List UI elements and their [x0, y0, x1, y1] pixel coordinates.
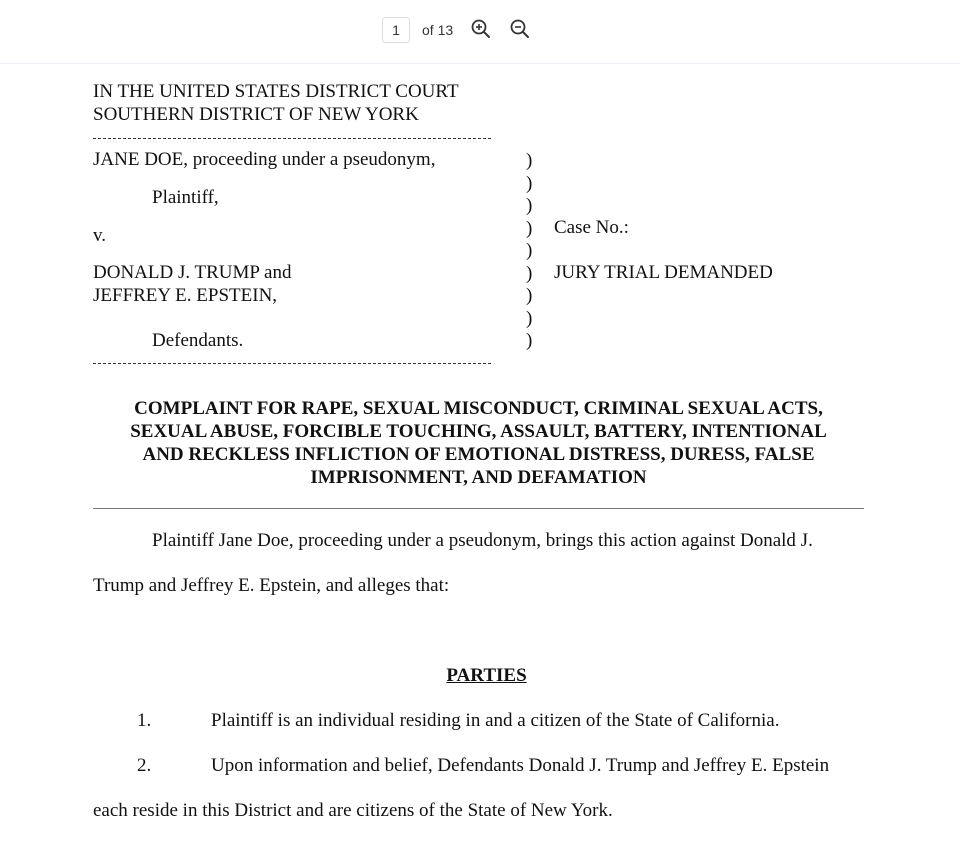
complaint-title-line: IMPRISONMENT, AND DEFAMATION: [310, 467, 647, 488]
paragraph-number: 2.: [137, 755, 152, 776]
caption-parenthesis-column: ) ) ) ) ) ) ) ) ): [526, 150, 533, 351]
page-total-label: of 13: [422, 22, 454, 38]
intro-paragraph-line1: Plaintiff Jane Doe, proceeding under a pseudonym, brings this action against Donald J.: [152, 530, 813, 551]
case-number-label: Case No.:: [554, 217, 629, 238]
paragraph-1-text: Plaintiff is an individual residing in and a citizen of the State of California.: [211, 710, 780, 731]
paragraph-2-line2: each reside in this District and are citizens of the State of New York.: [93, 800, 613, 821]
paragraph-number: 1.: [137, 710, 152, 731]
parties-heading: PARTIES: [446, 665, 527, 686]
zoom-in-button[interactable]: [470, 18, 492, 40]
document-page: [0, 64, 960, 864]
zoom-out-icon: [509, 18, 531, 40]
complaint-title-line: COMPLAINT FOR RAPE, SEXUAL MISCONDUCT, CRIMINAL SEXUAL ACTS,: [134, 398, 823, 419]
zoom-out-button[interactable]: [509, 18, 531, 40]
complaint-title-line: AND RECKLESS INFLICTION OF EMOTIONAL DISTRESS, DURESS, FALSE: [142, 444, 815, 465]
complaint-title-line: SEXUAL ABUSE, FORCIBLE TOUCHING, ASSAULT, BATTERY, INTENTIONAL: [130, 421, 827, 442]
defendant-name-line2: JEFFREY E. EPSTEIN,: [93, 285, 278, 306]
plaintiff-name: JANE DOE, proceeding under a pseudonym,: [93, 149, 436, 170]
court-name-line2: SOUTHERN DISTRICT OF NEW YORK: [93, 104, 419, 125]
title-underline-rule: [93, 508, 864, 509]
intro-paragraph-line2: Trump and Jeffrey E. Epstein, and alleges that:: [93, 575, 450, 596]
court-name-line1: IN THE UNITED STATES DISTRICT COURT: [93, 81, 459, 102]
page-number-input[interactable]: [382, 17, 410, 43]
zoom-in-icon: [470, 18, 492, 40]
versus-label: v.: [93, 225, 107, 246]
complaint-title: [93, 397, 864, 489]
caption-bottom-divider: [93, 363, 491, 364]
defendant-role: Defendants.: [152, 330, 244, 351]
defendant-name-line1: DONALD J. TRUMP and: [93, 262, 292, 283]
paragraph-2-line1: Upon information and belief, Defendants Donald J. Trump and Jeffrey E. Epstein: [211, 755, 830, 776]
caption-top-divider: [93, 138, 491, 139]
pdf-viewer-toolbar: [0, 0, 960, 64]
plaintiff-role: Plaintiff,: [152, 187, 219, 208]
jury-trial-demand: JURY TRIAL DEMANDED: [554, 262, 773, 283]
